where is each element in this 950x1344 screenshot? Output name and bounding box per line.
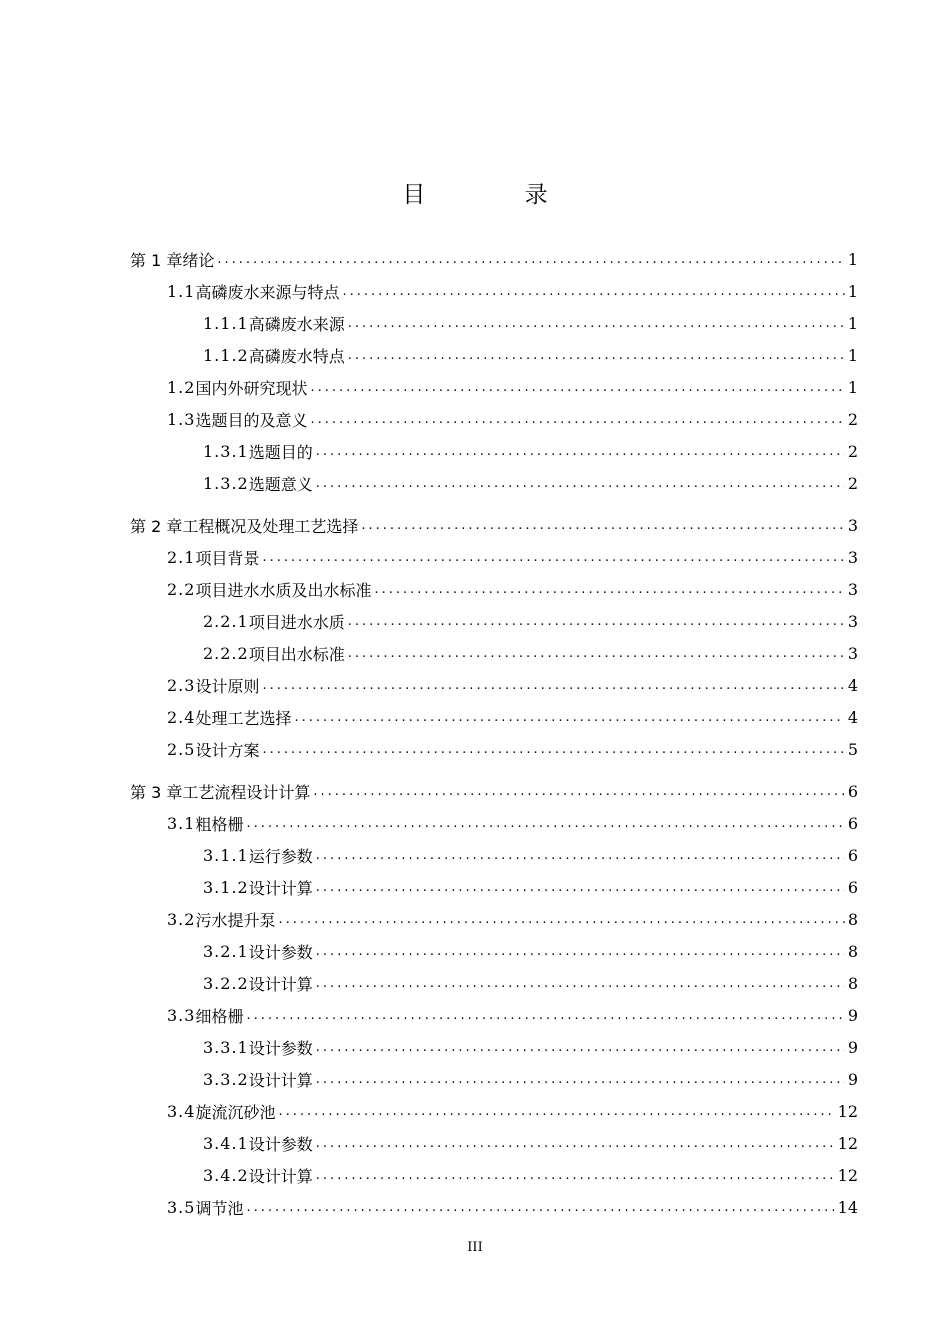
toc-section-entry[interactable]	[167, 1195, 858, 1219]
toc-entry-page-number: 1	[847, 377, 858, 397]
toc-entry-label: 工程概况及处理工艺选择	[182, 516, 359, 536]
toc-entry-number: 3.3	[167, 1005, 196, 1025]
toc-entry-number: 3.2.2	[203, 973, 249, 993]
dot-leader	[262, 678, 844, 697]
dot-leader	[316, 476, 845, 495]
toc-section-entry[interactable]	[167, 1099, 858, 1123]
toc-entry-page-number: 1	[847, 345, 858, 365]
dot-leader	[246, 1008, 844, 1027]
toc-entry-page-number: 3	[847, 547, 858, 567]
toc-entry-number: 2.1	[167, 547, 196, 567]
toc-entry-label: 设计原则	[195, 676, 260, 696]
dot-leader	[278, 1104, 834, 1123]
dot-leader	[374, 582, 844, 601]
toc-section-entry[interactable]	[167, 907, 858, 931]
toc-entry-number: 2.2	[167, 579, 196, 599]
toc-entry-page-number: 12	[837, 1133, 858, 1153]
toc-entry-label: 高磷废水特点	[248, 346, 345, 366]
toc-entry-number: 2.3	[167, 675, 196, 695]
dot-leader	[316, 976, 845, 995]
toc-entry-label: 项目背景	[195, 548, 260, 568]
toc-entry-page-number: 12	[837, 1165, 858, 1185]
toc-title: 目 录	[402, 182, 594, 208]
toc-entry-page-number: 6	[847, 877, 858, 897]
dot-leader	[316, 444, 845, 463]
toc-entry-number: 3.1.1	[203, 845, 249, 865]
dot-leader	[316, 1136, 835, 1155]
toc-entry-label: 设计方案	[195, 740, 260, 760]
toc-entry-number: 1.1.2	[203, 345, 249, 365]
toc-entry-number: 2.2.1	[203, 611, 249, 631]
dot-leader	[278, 912, 844, 931]
toc-subsection-entry[interactable]	[203, 1035, 858, 1059]
toc-section-entry[interactable]	[167, 1003, 858, 1027]
toc-entry-label: 调节池	[195, 1198, 244, 1218]
toc-section-entry[interactable]	[167, 737, 858, 761]
toc-subsection-entry[interactable]	[203, 1067, 858, 1091]
toc-entry-number: 1.3.1	[203, 441, 249, 461]
toc-subsection-entry[interactable]	[203, 311, 858, 335]
toc-entry-number: 3.1	[167, 813, 196, 833]
toc-entry-label: 运行参数	[248, 846, 313, 866]
dot-leader	[316, 1072, 845, 1091]
toc-entry-page-number: 2	[847, 409, 858, 429]
toc-entry-label: 旋流沉砂池	[195, 1102, 276, 1122]
dot-leader	[310, 412, 844, 431]
toc-entry-label: 国内外研究现状	[195, 378, 308, 398]
toc-entry-number: 3.1.2	[203, 877, 249, 897]
toc-subsection-entry[interactable]	[203, 971, 858, 995]
toc-entry-label: 设计计算	[248, 1166, 313, 1186]
toc-entry-page-number: 4	[847, 707, 858, 727]
toc-entry-number: 第 3 章	[130, 782, 183, 802]
toc-entry-number: 2.4	[167, 707, 196, 727]
dot-leader	[217, 252, 844, 271]
dot-leader	[316, 880, 845, 899]
toc-subsection-entry[interactable]	[203, 641, 858, 665]
toc-entry-number: 3.3.1	[203, 1037, 249, 1057]
toc-subsection-entry[interactable]	[203, 1131, 858, 1155]
toc-entry-page-number: 2	[847, 473, 858, 493]
toc-entry-number: 第 2 章	[130, 516, 183, 536]
toc-chapter-entry[interactable]	[130, 779, 858, 803]
toc-entry-page-number: 6	[847, 781, 858, 801]
toc-subsection-entry[interactable]	[203, 1163, 858, 1187]
toc-entry-number: 1.3.2	[203, 473, 249, 493]
toc-entry-number: 3.4.2	[203, 1165, 249, 1185]
toc-entry-number: 2.5	[167, 739, 196, 759]
toc-entry-label: 细格栅	[195, 1006, 244, 1026]
toc-entry-number: 3.5	[167, 1197, 196, 1217]
toc-entry-label: 设计参数	[248, 942, 313, 962]
toc-entry-number: 3.2	[167, 909, 196, 929]
toc-entry-label: 选题意义	[248, 474, 313, 494]
dot-leader	[348, 646, 845, 665]
dot-leader	[246, 816, 844, 835]
dot-leader	[316, 1168, 835, 1187]
toc-entry-label: 设计参数	[248, 1134, 313, 1154]
toc-section-entry[interactable]	[167, 811, 858, 835]
toc-subsection-entry[interactable]	[203, 843, 858, 867]
toc-entry-page-number: 3	[847, 611, 858, 631]
toc-entry-page-number: 9	[847, 1005, 858, 1025]
toc-subsection-entry[interactable]	[203, 939, 858, 963]
toc-section-entry[interactable]	[167, 279, 858, 303]
toc-entry-page-number: 3	[847, 515, 858, 535]
toc-entry-label: 项目进水水质及出水标准	[195, 580, 372, 600]
toc-chapter-entry[interactable]	[130, 513, 858, 537]
toc-entry-page-number: 1	[847, 281, 858, 301]
toc-entry-page-number: 8	[847, 941, 858, 961]
toc-entry-page-number: 8	[847, 973, 858, 993]
toc-entry-page-number: 12	[837, 1101, 858, 1121]
toc-section-entry[interactable]	[167, 577, 858, 601]
toc-chapter-entry[interactable]	[130, 247, 858, 271]
toc-entry-page-number: 9	[847, 1069, 858, 1089]
dot-leader	[348, 348, 845, 367]
toc-entry-page-number: 6	[847, 813, 858, 833]
toc-entry-page-number: 14	[837, 1197, 858, 1217]
page-footer-number: III	[467, 1240, 483, 1255]
toc-entry-label: 设计参数	[248, 1038, 313, 1058]
toc-entry-page-number: 9	[847, 1037, 858, 1057]
toc-entry-number: 1.1.1	[203, 313, 249, 333]
toc-entry-label: 设计计算	[248, 878, 313, 898]
toc-entry-page-number: 3	[847, 643, 858, 663]
toc-entry-label: 高磷废水来源与特点	[195, 282, 340, 302]
dot-leader	[316, 848, 845, 867]
dot-leader	[361, 518, 844, 537]
toc-subsection-entry[interactable]	[203, 471, 858, 495]
toc-entry-label: 污水提升泵	[195, 910, 276, 930]
toc-entry-number: 3.2.1	[203, 941, 249, 961]
dot-leader	[313, 784, 844, 803]
toc-subsection-entry[interactable]	[203, 875, 858, 899]
toc-section-entry[interactable]	[167, 375, 858, 399]
toc-entry-label: 绪论	[182, 250, 215, 270]
toc-entry-label: 处理工艺选择	[195, 708, 292, 728]
toc-entry-number: 1.2	[167, 377, 196, 397]
toc-section-entry[interactable]	[167, 545, 858, 569]
toc-entry-page-number: 4	[847, 675, 858, 695]
dot-leader	[246, 1200, 834, 1219]
toc-entry-label: 工艺流程设计计算	[182, 782, 311, 802]
toc-entry-number: 3.4	[167, 1101, 196, 1121]
dot-leader	[294, 710, 844, 729]
dot-leader	[316, 1040, 845, 1059]
dot-leader	[316, 944, 845, 963]
toc-entry-label: 粗格栅	[195, 814, 244, 834]
toc-section-entry[interactable]	[167, 705, 858, 729]
toc-entry-label: 项目进水水质	[248, 612, 345, 632]
toc-entry-page-number: 5	[847, 739, 858, 759]
toc-entry-label: 选题目的及意义	[195, 410, 308, 430]
toc-entry-page-number: 8	[847, 909, 858, 929]
dot-leader	[310, 380, 844, 399]
toc-subsection-entry[interactable]	[203, 343, 858, 367]
toc-entry-label: 项目出水标准	[248, 644, 345, 664]
toc-entry-label: 高磷废水来源	[248, 314, 345, 334]
toc-entry-page-number: 1	[847, 249, 858, 269]
toc-entry-number: 1.3	[167, 409, 196, 429]
toc-entry-number: 3.4.1	[203, 1133, 249, 1153]
dot-leader	[262, 742, 844, 761]
dot-leader	[262, 550, 844, 569]
toc-entry-page-number: 1	[847, 313, 858, 333]
toc-entry-label: 设计计算	[248, 974, 313, 994]
toc-entry-number: 1.1	[167, 281, 196, 301]
toc-entry-label: 设计计算	[248, 1070, 313, 1090]
toc-subsection-entry[interactable]	[203, 609, 858, 633]
toc-entry-page-number: 3	[847, 579, 858, 599]
toc-entry-page-number: 2	[847, 441, 858, 461]
toc-entry-number: 第 1 章	[130, 250, 183, 270]
toc-section-entry[interactable]	[167, 407, 858, 431]
toc-entry-number: 3.3.2	[203, 1069, 249, 1089]
toc-entry-page-number: 6	[847, 845, 858, 865]
dot-leader	[342, 284, 844, 303]
toc-section-entry[interactable]	[167, 673, 858, 697]
toc-subsection-entry[interactable]	[203, 439, 858, 463]
dot-leader	[348, 316, 845, 335]
dot-leader	[348, 614, 845, 633]
toc-entry-label: 选题目的	[248, 442, 313, 462]
toc-entry-number: 2.2.2	[203, 643, 249, 663]
